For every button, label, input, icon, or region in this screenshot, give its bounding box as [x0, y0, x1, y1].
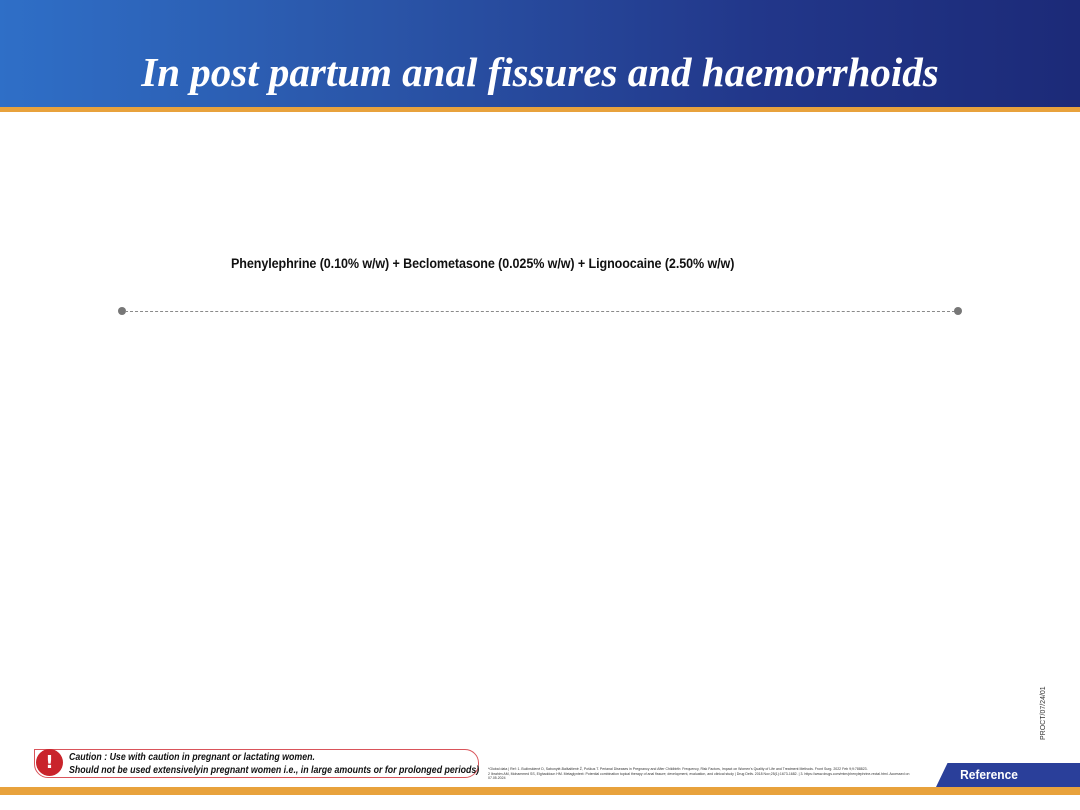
caution-text: [69, 751, 479, 777]
header-accent-strip: [0, 107, 1080, 112]
caution-line-1: Caution : Use with caution in pregnant or lactating women.: [69, 752, 315, 763]
reference-button[interactable]: Reference: [960, 767, 1018, 782]
references-footnote: [488, 767, 926, 781]
document-code: PROCT/07/24/01: [1040, 686, 1047, 740]
divider-right-dot: [954, 307, 962, 315]
footer-accent-strip: [0, 787, 1080, 795]
exclamation-icon: !: [36, 749, 63, 776]
reference-line-1: *Global data | Ref: 1. Bužinskienė D, Sabonytė-Balšaitienė Ž, Poškus T. Perianal Diseases in Pregnancy and After Childbirth: Frequency, Risk Factors, Impact on Women's Quality of Life and Treatment Methods. Front Surg. 2022 Feb 9;9:788823.: [488, 767, 868, 771]
dashed-divider: [125, 311, 955, 312]
reference-line-2: 2 Ibrahim AM, Mohammed SS, Elghaddoun HM. Metaglyntext: Potential combination topical therapy of anal fissure; development, evaluation, and clinical study | Drug Deliv. 2018 Nov;25(1):1673-1682. | 3. https://www.drugs.com/mtm/phenylephrine-rectal.html. Accessed on 07.05.2024: [488, 771, 910, 780]
formula-text: Phenylephrine (0.10% w/w) + Beclometasone (0.025% w/w) + Lignoocaine (2.50% w/w): [231, 256, 735, 271]
caution-line-2: Should not be used extensivelyin pregnant women i.e., in large amounts or for prolonged periods): [69, 765, 480, 776]
page-title: In post partum anal fissures and haemorrhoids: [141, 49, 939, 95]
